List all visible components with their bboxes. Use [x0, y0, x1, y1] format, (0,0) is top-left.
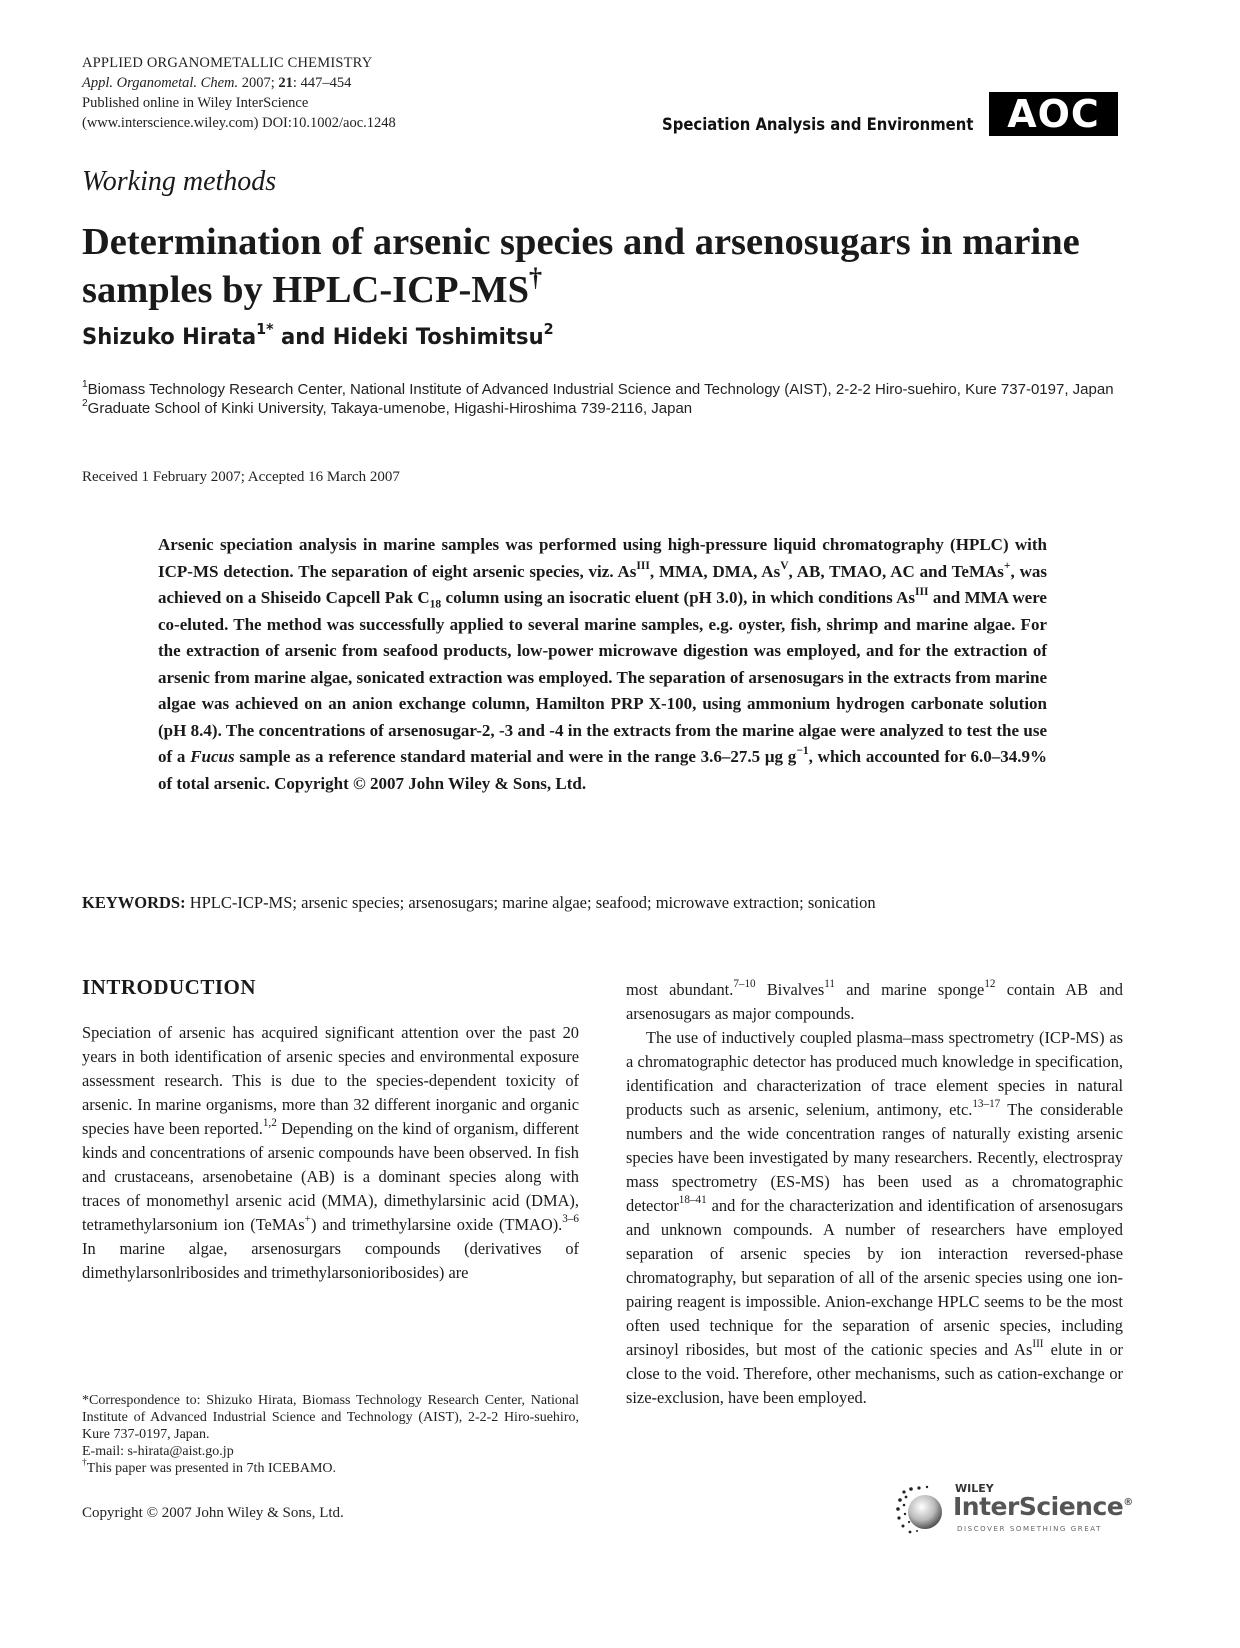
abstract-text: , MMA, DMA, As — [649, 561, 781, 581]
author-conjunction: and — [273, 325, 333, 350]
body-sup: + — [304, 1213, 311, 1226]
abstract-sub: 18 — [429, 597, 442, 611]
interscience-wordmark — [953, 1492, 1133, 1521]
citation-pages: : 447–454 — [292, 75, 352, 91]
citation-volume: 21 — [278, 75, 293, 91]
intro-paragraph-2 — [626, 1026, 1123, 1410]
column-right — [626, 978, 1123, 1410]
body-text: and for the characterization and identification of arsenosugars and unknown compounds. A number of researchers have employed separation of arsenic species by ion interaction reversed-phase chromatography, but separation of all of the arsenic species using one ion-pairing reagent is impossible. Anion-exchange HPLC seems to be the most often used technique for the separation of arsenic species, including arsinoyl ribosides, but most of the cationic species and As — [626, 1196, 1123, 1359]
footnotes — [82, 1392, 579, 1477]
body-text: The use of inductively coupled plasma–mass spectrometry (ICP-MS) as a chromatographic detector has produced much knowledge in specification, identification and characterization of trace element species in natural products such as arsenic, selenium, antimony, etc. — [626, 1028, 1123, 1119]
body-text: Speciation of arsenic has acquired significant attention over the past 20 years in both identification of arsenic species and environmental exposure assessment research. This is due to the species-dependent toxicity of arsenic. In marine organisms, more than 32 different inorganic and organic species have been reported. — [82, 1023, 579, 1138]
affiliation-1-num: 1 — [82, 378, 88, 390]
keywords-text: HPLC-ICP-MS; arsenic species; arsenosugars; marine algae; seafood; microwave extraction; sonication — [185, 893, 876, 912]
citation-ref[interactable]: 13–17 — [972, 1098, 1001, 1111]
abstract-italic: Fucus — [190, 747, 235, 766]
email-footnote[interactable]: E-mail: s-hirata@aist.go.jp — [82, 1444, 234, 1459]
registered-mark: ® — [1123, 1496, 1133, 1508]
body-text: Bivalves — [755, 980, 825, 999]
body-text: In marine algae, arsenosurgars compounds (derivatives of dimethylarsonlribosides and trimethylarsonioribosides) are — [82, 1239, 579, 1282]
article-type: Working methods — [82, 166, 277, 197]
abstract-sup: + — [1003, 558, 1011, 572]
dagger-mark: † — [82, 1458, 87, 1469]
affiliation-2-text: Graduate School of Kinki University, Takaya-umenobe, Higashi-Hiroshima 739-2116, Japan — [87, 400, 693, 417]
received-dates: Received 1 February 2007; Accepted 16 March 2007 — [82, 469, 400, 485]
keywords — [82, 893, 1152, 913]
article-title-text: Determination of arsenic species and arsenosugars in marine samples by HPLC-ICP-MS — [82, 221, 1080, 311]
abstract-sup: −1 — [796, 744, 809, 758]
logo-tagline: DISCOVER SOMETHING GREAT — [957, 1525, 1103, 1533]
citation-ref[interactable]: 7–10 — [733, 978, 756, 991]
author-2: Hideki Toshimitsu — [332, 325, 544, 350]
body-text: elute in or close to the void. Therefore, other mechanisms, such as cation-exchange or size-exclusion, have been employed. — [626, 1340, 1123, 1407]
citation-abbrev: Appl. Organometal. Chem. — [82, 75, 239, 91]
citation-ref[interactable]: 11 — [824, 978, 835, 991]
abstract-sup: III — [636, 558, 650, 572]
abstract-text: sample as a reference standard material and were in the range 3.6–27.5 μg g — [234, 747, 797, 766]
affiliation-1-text: Biomass Technology Research Center, National Institute of Advanced Industrial Science and Technology (AIST), 2-2-2 Hiro-suehiro, Kure 737-0197, Japan — [87, 381, 1114, 398]
intro-paragraph-1 — [82, 1021, 579, 1285]
affiliations — [82, 380, 1132, 418]
citation-ref[interactable]: 12 — [984, 978, 996, 991]
wiley-interscience-logo — [895, 1480, 1133, 1540]
citation-ref[interactable]: 3–6 — [562, 1213, 579, 1226]
abstract-text: , which accounted for 6.0–34.9% of total arsenic. Copyright © 2007 John Wiley & Sons, Ltd. — [158, 747, 1047, 793]
abstract-sup: III — [915, 585, 929, 599]
body-sup: III — [1032, 1338, 1044, 1351]
body-text: contain AB and arsenosugars as major compounds. — [626, 980, 1123, 1023]
doi-line[interactable]: (www.interscience.wiley.com) DOI:10.1002/aoc.1248 — [82, 115, 396, 131]
body-text: The considerable numbers and the wide concentration ranges of naturally existing arsenic species have been investigated by many researchers. Recently, electrospray mass spectrometry (ES-MS) has been used as a chromatographic detector — [626, 1100, 1123, 1215]
published-online: Published online in Wiley InterScience — [82, 95, 309, 111]
authors — [82, 320, 554, 350]
correspondence-footnote: *Correspondence to: Shizuko Hirata, Biomass Technology Research Center, National Institute of Advanced Industrial Science and Technology (AIST), 2-2-2 Hiro-suehiro, Kure 737-0197, Japan. — [82, 1393, 579, 1442]
author-2-mark: 2 — [543, 320, 554, 339]
column-left — [82, 975, 579, 1285]
citation-year: 2007; — [241, 75, 275, 91]
aoc-logo: AOC — [989, 92, 1118, 136]
abstract-text: column using an isocratic eluent (pH 3.0), in which conditions As — [441, 588, 916, 607]
abstract-sup: V — [780, 558, 789, 572]
globe-icon — [895, 1484, 947, 1536]
body-text: ) and trimethylarsine oxide (TMAO). — [310, 1215, 563, 1234]
intro-paragraph-1-cont — [626, 978, 1123, 1026]
copyright-footer: Copyright © 2007 John Wiley & Sons, Ltd. — [82, 1505, 344, 1521]
abstract — [158, 532, 1047, 797]
presented-text: This paper was presented in 7th ICEBAMO. — [86, 1461, 336, 1476]
body-text: Depending on the kind of organism, different kinds and concentrations of arsenic compounds have been observed. In fish and crustaceans, arsenobetaine (AB) is a dominant species along with traces of monomethyl arsenic acid (MMA), dimethylarsinic acid (DMA), tetramethylarsonium ion (TeMAs — [82, 1119, 579, 1234]
keywords-label: KEYWORDS: — [82, 893, 186, 912]
interscience-name: InterScience — [953, 1492, 1124, 1521]
article-title — [82, 218, 1142, 314]
dagger-footnote — [82, 1460, 579, 1477]
affiliation-2 — [82, 399, 1132, 418]
body-text: most abundant. — [626, 980, 734, 999]
abstract-text: , was achieved on a Shiseido Capcell Pak C — [158, 561, 1047, 607]
abstract-text: , AB, TMAO, AC and TeMAs — [788, 561, 1004, 581]
wiley-brand: WILEY — [955, 1482, 994, 1495]
journal-name: APPLIED ORGANOMETALLIC CHEMISTRY — [82, 55, 373, 71]
journal-citation — [82, 73, 396, 93]
abstract-text: and MMA were co-eluted. The method was successfully applied to several marine samples, e.g. oyster, fish, shrimp and marine algae. For the extraction of arsenic from seafood products, low-power microwave digestion was employed, and for the extraction of arsenic from marine algae, sonicated extraction was employed. The separation of arsenosugars in the extracts from marine algae was achieved on an anion exchange column, Hamilton PRP X-100, using ammonium hydrogen carbonate solution (pH 8.4). The concentrations of arsenosugar-2, -3 and -4 in the extracts from the marine algae were analyzed to test the use of a — [158, 588, 1047, 766]
citation-ref[interactable]: 1,2 — [262, 1117, 277, 1130]
abstract-text: Arsenic speciation analysis in marine samples was performed using high-pressure liquid chromatography (HPLC) with ICP-MS detection. The separation of eight arsenic species, viz. As — [158, 535, 1047, 581]
section-heading-introduction: INTRODUCTION — [82, 975, 257, 999]
title-dagger: † — [529, 262, 543, 292]
citation-ref[interactable]: 18–41 — [678, 1194, 707, 1207]
author-1-mark: 1* — [256, 320, 274, 339]
affiliation-2-num: 2 — [82, 397, 88, 409]
body-text: and marine sponge — [834, 980, 985, 999]
affiliation-1 — [82, 380, 1132, 399]
journal-header — [82, 53, 396, 133]
section-banner: Speciation Analysis and Environment — [662, 115, 974, 134]
author-1: Shizuko Hirata — [82, 325, 257, 350]
